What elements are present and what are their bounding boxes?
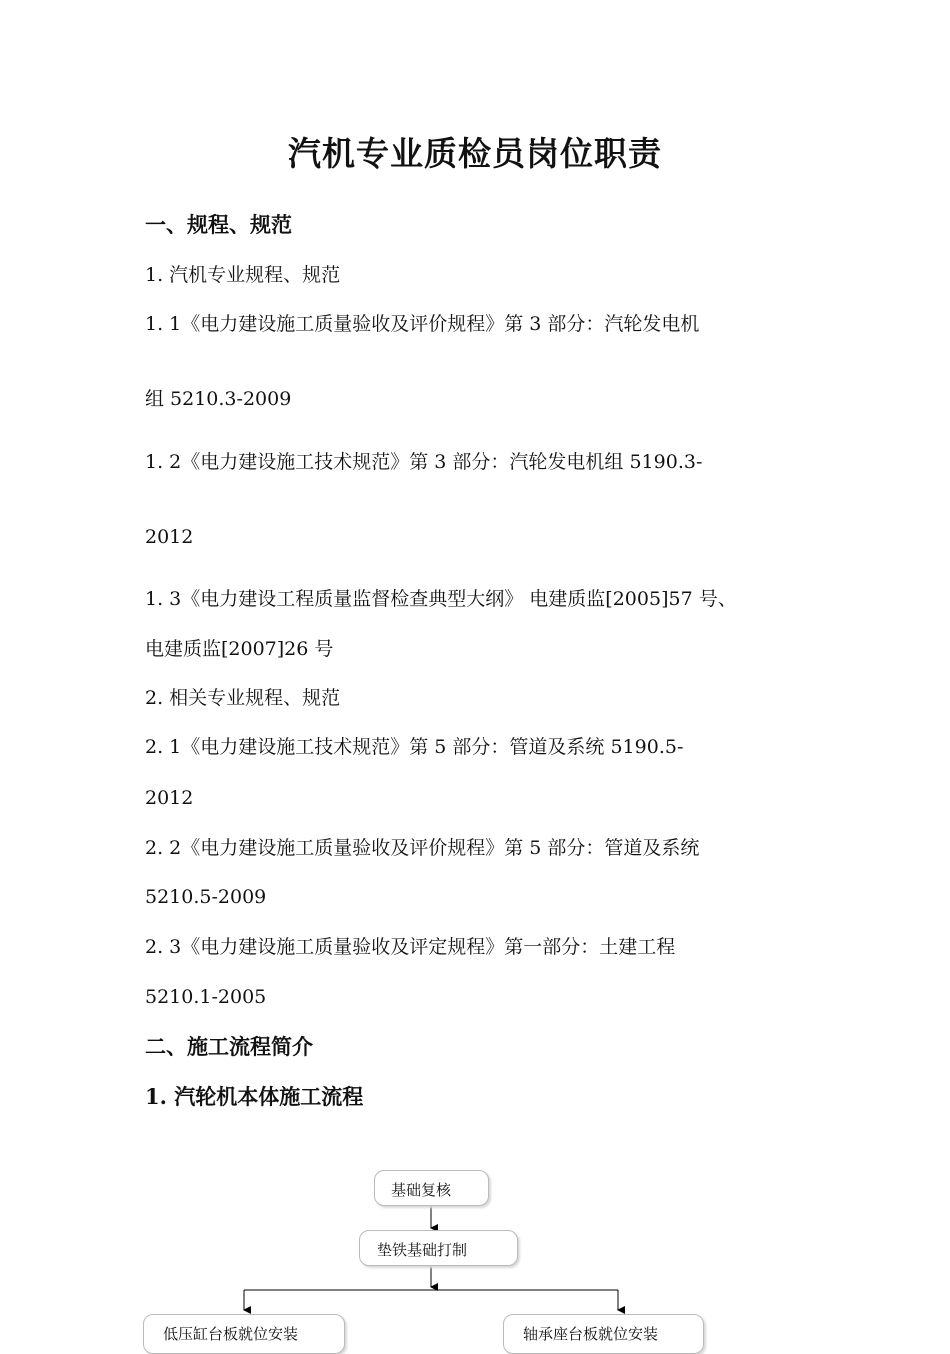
text-line: 组 5210.3-2009: [145, 388, 292, 410]
flow-node-foundation-check: 基础复核: [374, 1170, 489, 1206]
flow-node-shim-foundation: 垫铁基础打制: [359, 1230, 518, 1266]
text-line: 2. 相关专业规程、规范: [145, 687, 341, 709]
text-line: 2. 1《电力建设施工技术规范》第 5 部分：管道及系统 5190.5-: [145, 736, 684, 758]
text-line: 2. 3《电力建设施工质量验收及评定规程》第一部分：土建工程: [145, 936, 676, 958]
text-line: 5210.1-2005: [145, 986, 267, 1008]
text-line: 2. 2《电力建设施工质量验收及评价规程》第 5 部分：管道及系统: [145, 837, 700, 859]
text-line: 1. 1《电力建设施工质量验收及评价规程》第 3 部分：汽轮发电机: [145, 313, 700, 335]
text-line: 1. 3《电力建设工程质量监督检查典型大纲》 电建质监[2005]57 号、: [145, 588, 737, 610]
text-line: 2012: [145, 526, 194, 548]
text-line: 1. 汽机专业规程、规范: [145, 264, 341, 286]
text-line: 2012: [145, 787, 194, 809]
text-line: 5210.5-2009: [145, 886, 267, 908]
flow-node-lp-cylinder-plate: 低压缸台板就位安装: [143, 1314, 345, 1354]
subsection-heading-turbine-process: 1. 汽轮机本体施工流程: [145, 1084, 364, 1109]
text-line: 1. 2《电力建设施工技术规范》第 3 部分：汽轮发电机组 5190.3-: [145, 451, 703, 473]
text-line: 电建质监[2007]26 号: [145, 638, 334, 660]
section-heading-standards: 一、规程、规范: [145, 212, 292, 237]
section-heading-process: 二、施工流程简介: [145, 1034, 313, 1059]
document-title: 汽机专业质检员岗位职责: [288, 134, 662, 173]
flow-node-bearing-pedestal-plate: 轴承座台板就位安装: [503, 1314, 704, 1354]
